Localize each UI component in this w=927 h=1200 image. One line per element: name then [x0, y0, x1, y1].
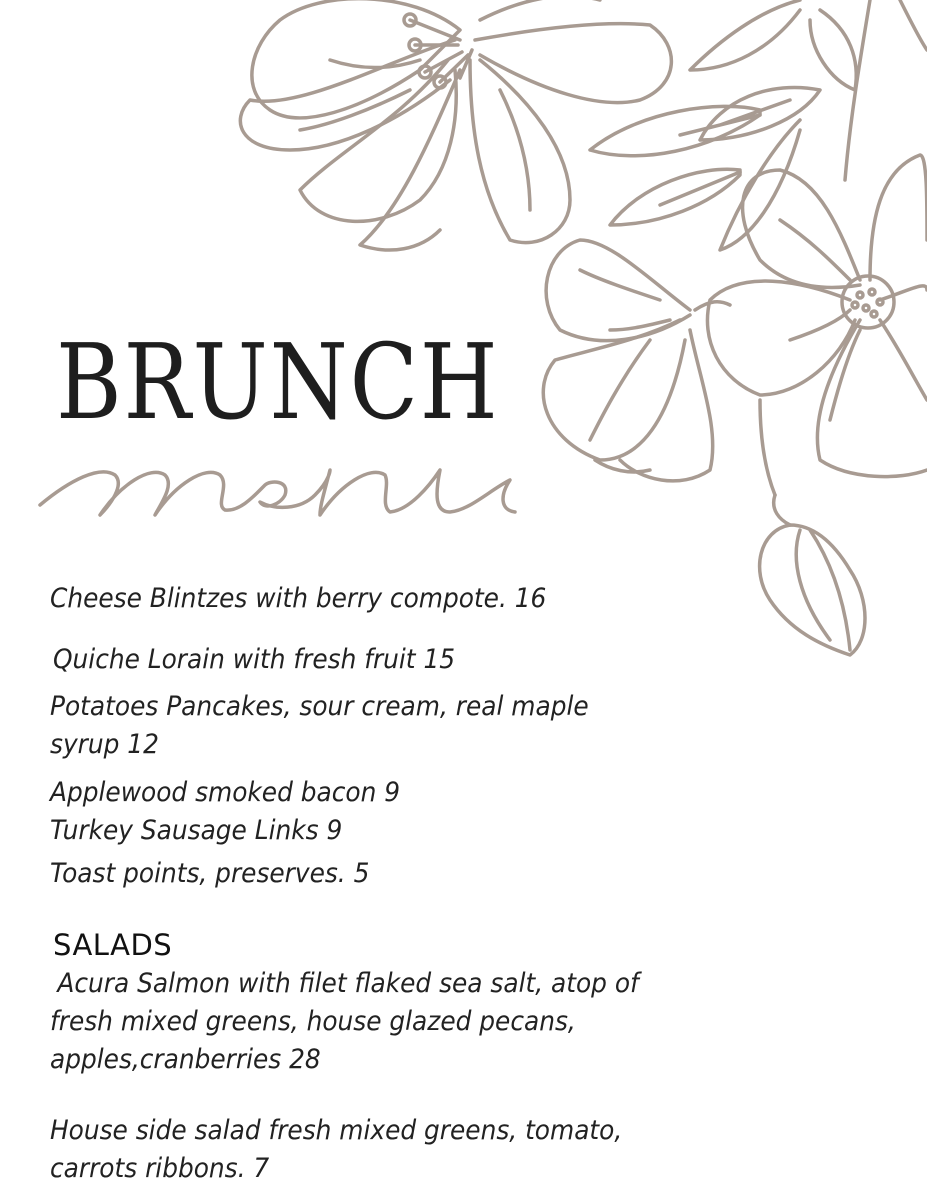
menu-title: BRUNCH — [56, 321, 500, 443]
script-word-menu — [30, 440, 530, 540]
menu-item: Acura Salmon with filet flaked sea salt, atop of fresh mixed greens, house glazed pecans, apples,cranberries 28 — [50, 968, 639, 1075]
bud-icon — [760, 495, 865, 655]
menu-item: Cheese Blintzes with berry compote. 16 — [50, 583, 547, 614]
menu-item: Applewood smoked bacon 9 — [50, 777, 401, 808]
menu-item: Potatoes Pancakes, sour cream, real maple syrup 12 — [50, 691, 589, 760]
salads-heading: SALADS — [53, 928, 173, 962]
menu-item: Quiche Lorain with fresh fruit 15 — [53, 644, 456, 675]
middle-flower-icon — [543, 240, 730, 481]
menu-item: Toast points, preserves. 5 — [50, 858, 370, 889]
top-flower-icon — [240, 0, 671, 250]
menu-item: House side salad fresh mixed greens, tomato, carrots ribbons. 7 — [50, 1115, 623, 1184]
menu-item: Turkey Sausage Links 9 — [50, 815, 343, 846]
